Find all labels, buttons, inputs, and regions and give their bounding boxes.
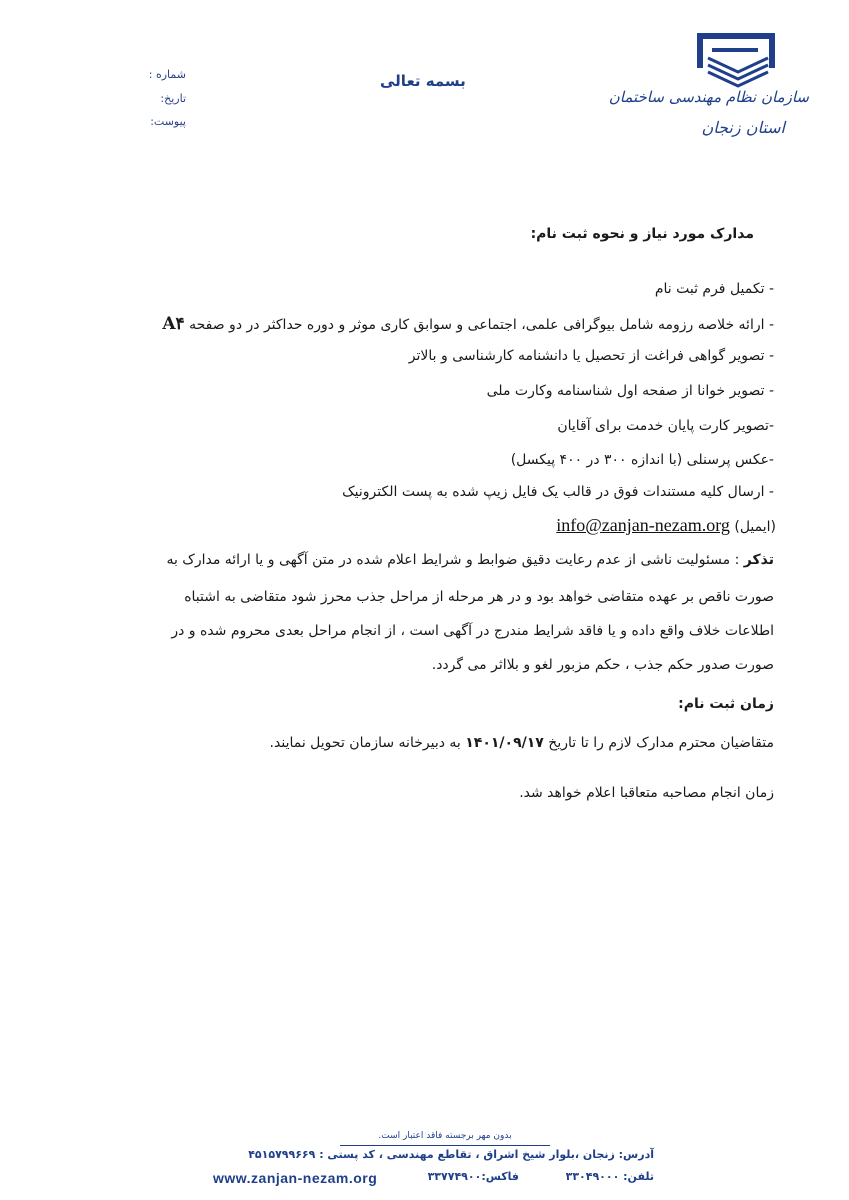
- email-link[interactable]: info@zanjan-nezam.org: [556, 515, 730, 535]
- attachment-label: پیوست:: [150, 115, 186, 128]
- stamp-note: بدون مهر برجسته فاقد اعتبار است.: [378, 1131, 512, 1141]
- footer-fax: فاکس:۳۳۷۷۴۹۰۰: [427, 1170, 519, 1183]
- list-item: -عکس پرسنلی (با اندازه ۳۰۰ در ۴۰۰ پیکسل): [510, 452, 774, 468]
- website-link[interactable]: www.zanjan-nezam.org: [213, 1170, 378, 1186]
- list-item: - تکمیل فرم ثبت نام: [654, 281, 774, 297]
- registration-text-before: متقاضیان محترم مدارک لازم را تا تاریخ: [543, 735, 774, 751]
- date-label: تاریخ:: [160, 92, 186, 105]
- paper-size-label: A۴: [162, 314, 185, 334]
- number-label: شماره :: [148, 68, 186, 81]
- list-item-text: - ارائه خلاصه رزومه شامل بیوگرافی علمی، اجتماعی و سوابق کاری موثر و دوره حداکثر در دو صفحه: [189, 317, 774, 333]
- footer-address: آدرس: زنجان ،بلوار شیخ اشراق ، تقاطع مهندسی ، کد پستی : ۴۵۱۵۷۹۹۶۶۹: [248, 1148, 654, 1161]
- email-line: [556, 515, 776, 536]
- note-line: صورت ناقص بر عهده متقاضی خواهد بود و در هر مرحله از مراحل جذب محرز شود متقاضی به اشتباه: [184, 589, 774, 605]
- footer-divider: [340, 1145, 550, 1146]
- list-item: - تصویر خوانا از صفحه اول شناسنامه وکارت ملی: [486, 383, 774, 399]
- interview-text: زمان انجام مصاحبه متعاقبا اعلام خواهد شد.: [519, 785, 774, 801]
- footer-phone: تلفن: ۳۳۰۴۹۰۰۰: [565, 1170, 654, 1183]
- list-item: [162, 314, 774, 334]
- bismillah-heading: بسمه تعالی: [380, 72, 466, 90]
- section-title: مدارک مورد نیاز و نحوه ثبت نام:: [530, 226, 754, 242]
- list-item: - ارسال کلیه مستندات فوق در قالب یک فایل زیپ شده به پست الکترونیک: [342, 484, 774, 500]
- note-line: اطلاعات خلاف واقع داده و یا فاقد شرایط مندرج در آگهی است ، از انجام مراحل بعدی محروم شده و در: [171, 623, 774, 639]
- registration-text: [270, 735, 774, 751]
- email-label: (ایمیل): [734, 519, 776, 535]
- note-label: تذکر: [743, 552, 774, 568]
- note-line: صورت صدور حکم جذب ، حکم مزبور لغو و بلااثر می گردد.: [431, 657, 774, 673]
- list-item: -تصویر کارت پایان خدمت برای آقایان: [557, 418, 774, 434]
- registration-date: ۱۴۰۱/۰۹/۱۷: [465, 735, 544, 751]
- registration-text-after: به دبیرخانه سازمان تحویل نمایند.: [269, 735, 466, 751]
- registration-title: زمان ثبت نام:: [678, 696, 774, 712]
- organization-name: سازمان نظام مهندسی ساختمان: [608, 88, 809, 106]
- organization-province: استان زنجان: [701, 118, 785, 137]
- note-text: : مسئولیت ناشی از عدم رعایت دقیق ضوابط و شرایط اعلام شده در متن آگهی و یا ارائه مدارک به: [166, 552, 740, 568]
- list-item: - تصویر گواهی فراغت از تحصیل یا دانشنامه کارشناسی و بالاتر: [408, 348, 774, 364]
- note-line: [166, 552, 774, 568]
